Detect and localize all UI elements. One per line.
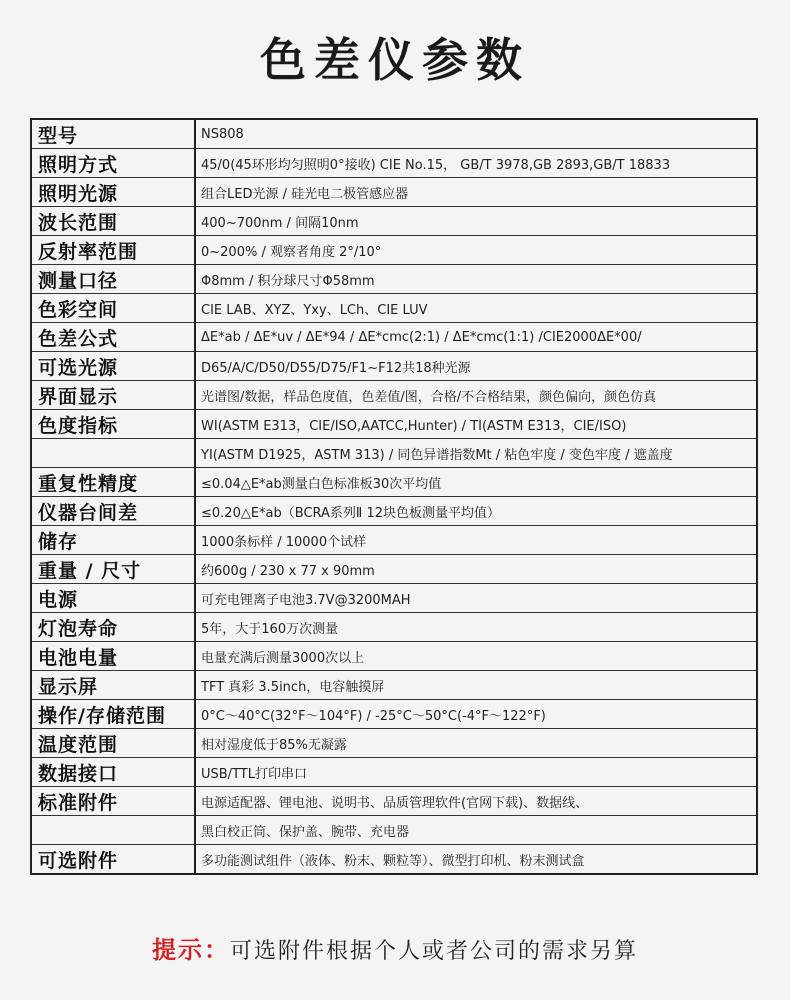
spec-row <box>31 207 757 236</box>
spec-label: 标准附件 <box>31 787 195 816</box>
spec-row <box>31 526 757 555</box>
spec-label: 电源 <box>31 584 195 613</box>
spec-value: CIE LAB、XYZ、Yxy、LCh、CIE LUV <box>195 294 757 323</box>
spec-row <box>31 294 757 323</box>
spec-value: NS808 <box>195 119 757 149</box>
spec-label: 数据接口 <box>31 758 195 787</box>
spec-value: 400~700nm / 间隔10nm <box>195 207 757 236</box>
spec-label: 灯泡寿命 <box>31 613 195 642</box>
spec-row <box>31 178 757 207</box>
spec-label: 可选光源 <box>31 352 195 381</box>
spec-label: 储存 <box>31 526 195 555</box>
spec-row <box>31 410 757 439</box>
note-label: 提示： <box>151 936 230 964</box>
spec-row <box>31 729 757 758</box>
note <box>0 930 790 965</box>
spec-row <box>31 468 757 497</box>
spec-row <box>31 816 757 845</box>
spec-value: ≤0.20△E*ab（BCRA系列Ⅱ 12块色板测量平均值） <box>195 497 757 526</box>
spec-row <box>31 236 757 265</box>
spec-label: 显示屏 <box>31 671 195 700</box>
spec-row <box>31 265 757 294</box>
spec-label: 重复性精度 <box>31 468 195 497</box>
spec-label <box>31 439 195 468</box>
spec-row <box>31 149 757 178</box>
spec-label: 仪器台间差 <box>31 497 195 526</box>
spec-value: 1000条标样 / 10000个试样 <box>195 526 757 555</box>
spec-row <box>31 700 757 729</box>
spec-label: 型号 <box>31 119 195 149</box>
spec-value: TFT 真彩 3.5inch，电容触摸屏 <box>195 671 757 700</box>
spec-row <box>31 352 757 381</box>
spec-row <box>31 323 757 352</box>
spec-row <box>31 845 757 875</box>
spec-row <box>31 584 757 613</box>
spec-value: ΔE*ab / ΔE*uv / ΔE*94 / ΔE*cmc(2:1) / ΔE*cmc(1:1) /CIE2000ΔE*00/ <box>195 323 757 352</box>
spec-label: 色度指标 <box>31 410 195 439</box>
spec-label: 照明光源 <box>31 178 195 207</box>
spec-label <box>31 816 195 845</box>
spec-value: USB/TTL打印串口 <box>195 758 757 787</box>
note-text: 可选附件根据个人或者公司的需求另算 <box>229 939 638 964</box>
spec-label: 温度范围 <box>31 729 195 758</box>
spec-label: 色彩空间 <box>31 294 195 323</box>
spec-label: 可选附件 <box>31 845 195 875</box>
spec-label: 测量口径 <box>31 265 195 294</box>
spec-value: 相对湿度低于85%无凝露 <box>195 729 757 758</box>
spec-value: 黑白校正筒、保护盖、腕带、充电器 <box>195 816 757 845</box>
spec-value: 多功能测试组件（液体、粉末、颗粒等）、微型打印机、粉末测试盒 <box>195 845 757 875</box>
spec-value: D65/A/C/D50/D55/D75/F1~F12共18种光源 <box>195 352 757 381</box>
spec-label: 操作/存储范围 <box>31 700 195 729</box>
spec-table <box>30 118 758 875</box>
spec-row <box>31 555 757 584</box>
spec-value: 电源适配器、锂电池、说明书、品质管理软件(官网下载)、数据线、 <box>195 787 757 816</box>
spec-row <box>31 671 757 700</box>
spec-label: 波长范围 <box>31 207 195 236</box>
spec-table-body <box>31 119 757 874</box>
spec-row <box>31 787 757 816</box>
spec-value: 0°C～40°C(32°F～104°F) / -25°C～50°C(-4°F～122°F) <box>195 700 757 729</box>
spec-label: 电池电量 <box>31 642 195 671</box>
spec-row <box>31 439 757 468</box>
spec-row <box>31 613 757 642</box>
page-title: 色差仪参数 <box>260 33 530 87</box>
spec-label: 色差公式 <box>31 323 195 352</box>
spec-label: 照明方式 <box>31 149 195 178</box>
spec-value: 45/0(45环形均匀照明0°接收) CIE No.15， GB/T 3978,GB 2893,GB/T 18833 <box>195 149 757 178</box>
spec-value: 5年，大于160万次测量 <box>195 613 757 642</box>
spec-value: 组合LED光源 / 硅光电二极管感应器 <box>195 178 757 207</box>
spec-value: Φ8mm / 积分球尺寸Φ58mm <box>195 265 757 294</box>
spec-label: 界面显示 <box>31 381 195 410</box>
spec-row <box>31 497 757 526</box>
spec-value: 约600g / 230 x 77 x 90mm <box>195 555 757 584</box>
spec-value: 光谱图/数据，样品色度值，色差值/图，合格/不合格结果，颜色偏向，颜色仿真 <box>195 381 757 410</box>
spec-label: 重量 / 尺寸 <box>31 555 195 584</box>
spec-row <box>31 758 757 787</box>
spec-value: WI(ASTM E313，CIE/ISO,AATCC,Hunter) / TI(ASTM E313，CIE/ISO) <box>195 410 757 439</box>
spec-row <box>31 119 757 149</box>
spec-value: YI(ASTM D1925，ASTM 313) / 同色异谱指数Mt / 粘色牢度 / 变色牢度 / 遮盖度 <box>195 439 757 468</box>
spec-row <box>31 642 757 671</box>
spec-value: 可充电锂离子电池3.7V@3200MAH <box>195 584 757 613</box>
spec-value: 电量充满后测量3000次以上 <box>195 642 757 671</box>
spec-value: ≤0.04△E*ab测量白色标准板30次平均值 <box>195 468 757 497</box>
spec-value: 0~200% / 观察者角度 2°/10° <box>195 236 757 265</box>
spec-row <box>31 381 757 410</box>
spec-label: 反射率范围 <box>31 236 195 265</box>
